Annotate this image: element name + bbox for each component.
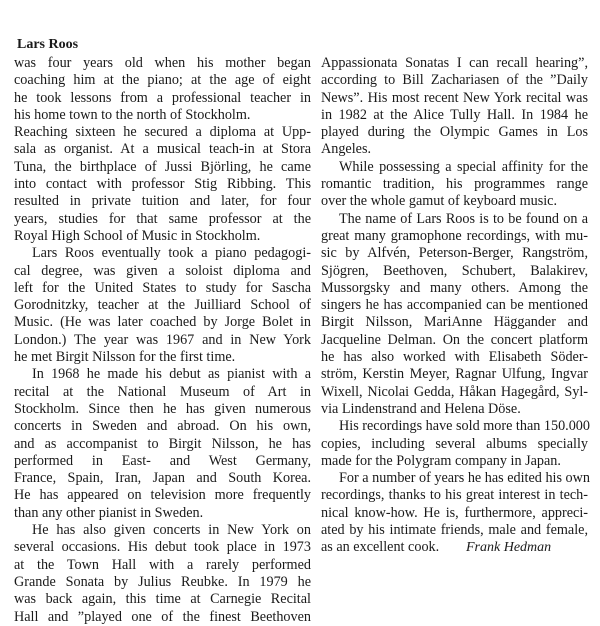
text-line: cal degree, was given a soloist diploma and <box>14 262 311 279</box>
text-line: he has also worked with Elisabeth Söder- <box>321 349 588 366</box>
text-line: was four years old when his mother began <box>14 55 311 71</box>
text-line: Wixell, Nicolai Gedda, Håkan Hagegård, Syl- <box>321 383 588 400</box>
text-line: he met Birgit Nilsson for the first time. <box>14 349 236 366</box>
text-line: several occasions. His debut took place in 1973 <box>14 539 311 556</box>
right-column <box>321 55 588 557</box>
text-line: his home town to the north of Stockholm. <box>14 106 251 123</box>
text-line: Stockholm. Since then he has given numerous <box>14 400 311 417</box>
author-signature: Frank Hedman <box>466 540 552 555</box>
text-line: ström, Kerstin Meyer, Ragnar Ulfung, Ingvar <box>321 366 588 383</box>
text-line: News”. His most recent New York recital was <box>321 89 588 106</box>
text-line: London.) The year was 1967 and in New York <box>14 331 311 348</box>
text-line: made for the Polygram company in Japan. <box>321 452 561 469</box>
text-line: Angeles. <box>321 141 372 158</box>
left-column <box>14 55 311 626</box>
text-line: He has appeared on television more frequently <box>14 487 311 504</box>
text-line: Grande Sonata by Julius Reubke. In 1979 he <box>14 573 311 590</box>
text-line: Sjögren, Beethoven, Schubert, Balakirev, <box>321 262 588 279</box>
text-line: over the whole gamut of keyboard music. <box>321 193 557 210</box>
text-line: recordings, thanks to his great interest in tech- <box>321 487 588 504</box>
paragraph-first-line: The name of Lars Roos is to be found on a <box>339 210 588 227</box>
text-line: Gorodnitzky, teacher at the Juilliard School of <box>14 297 311 314</box>
text-line: Royal High School of Music in Stockholm. <box>14 227 261 244</box>
text-line: as an excellent cook. <box>321 539 440 556</box>
text-line: coaching him at the piano; at the age of eight <box>14 72 311 89</box>
text-line: Mussorgsky and many others. Among the <box>321 279 588 296</box>
paragraph-first-line: In 1968 he made his debut as pianist with a <box>32 366 311 383</box>
text-line: Appassionata Sonatas I can recall hearing”, <box>321 55 588 71</box>
text-line: according to Bill Zachariasen of the ”Daily <box>321 72 588 89</box>
text-line: into contact with professor Stig Ribbing. This <box>14 176 311 193</box>
text-line: sala as organist. At a musical teach-in at Stora <box>14 141 311 158</box>
text-line: resulted in private tuition and later, for four <box>14 193 311 210</box>
text-line: and as accompanist to Birgit Nilsson, he has <box>14 435 311 452</box>
text-line: singers he has accompanied can be mentioned <box>321 297 588 314</box>
text-line: Hall and ”played one of the finest Beethoven <box>14 608 311 625</box>
text-line: concerts in Sweden and abroad. On his own, <box>14 418 311 435</box>
paragraph-first-line: His recordings have sold more than 150.000 <box>339 418 590 435</box>
text-line: Birgit Nilsson, MariAnne Häggander and <box>321 314 588 331</box>
text-line: he took lessons from a professional teacher in <box>14 89 311 106</box>
text-line: in 1982 at the Alice Tully Hall. In 1984 he <box>321 106 588 123</box>
text-line: via Lindenstrand and Helena Döse. <box>321 400 521 417</box>
text-line: played during the Olympic Games in Los <box>321 124 588 141</box>
text-line: Tuna, the birthplace of Jussi Björling, he came <box>14 158 311 175</box>
text-line: at the Town Hall with a rarely performed <box>14 556 311 573</box>
text-line: was back again, this time at Carnegie Recital <box>14 591 311 608</box>
text-line: copies, including several albums specially <box>321 435 588 452</box>
paragraph-first-line: For a number of years he has edited his own <box>339 470 590 487</box>
article-heading: Lars Roos <box>17 37 79 52</box>
text-line: Reaching sixteen he secured a diploma at Upp- <box>14 124 311 141</box>
text-line: left for the United States to study for Sascha <box>14 279 311 296</box>
text-line: nical know-how. He is, furthermore, appreci- <box>321 504 588 521</box>
text-line: sic by Alfvén, Peterson-Berger, Rangström, <box>321 245 588 262</box>
text-line: great many gramophone recordings, with mu- <box>321 227 588 244</box>
text-line: Jacqueline Delman. On the concert platform <box>321 331 588 348</box>
paragraph-first-line: Lars Roos eventually took a piano pedagogi- <box>32 245 311 262</box>
text-line: performed in East- and West Germany, <box>14 452 311 469</box>
text-line: France, Spain, Iran, Japan and South Korea. <box>14 470 311 487</box>
text-line: Music. (He was later coached by Jorge Bolet in <box>14 314 311 331</box>
text-line: romantic tradition, his programmes range <box>321 176 588 193</box>
text-line: recital at the National Museum of Art in <box>14 383 311 400</box>
paragraph-first-line: While possessing a special affinity for the <box>339 158 588 175</box>
text-line: ated by his intimate friends, male and female, <box>321 522 588 539</box>
paragraph-first-line: He has also given concerts in New York on <box>32 522 311 539</box>
text-line: years, studies for that same professor at the <box>14 210 311 227</box>
text-line: than any other pianist in Sweden. <box>14 504 204 521</box>
